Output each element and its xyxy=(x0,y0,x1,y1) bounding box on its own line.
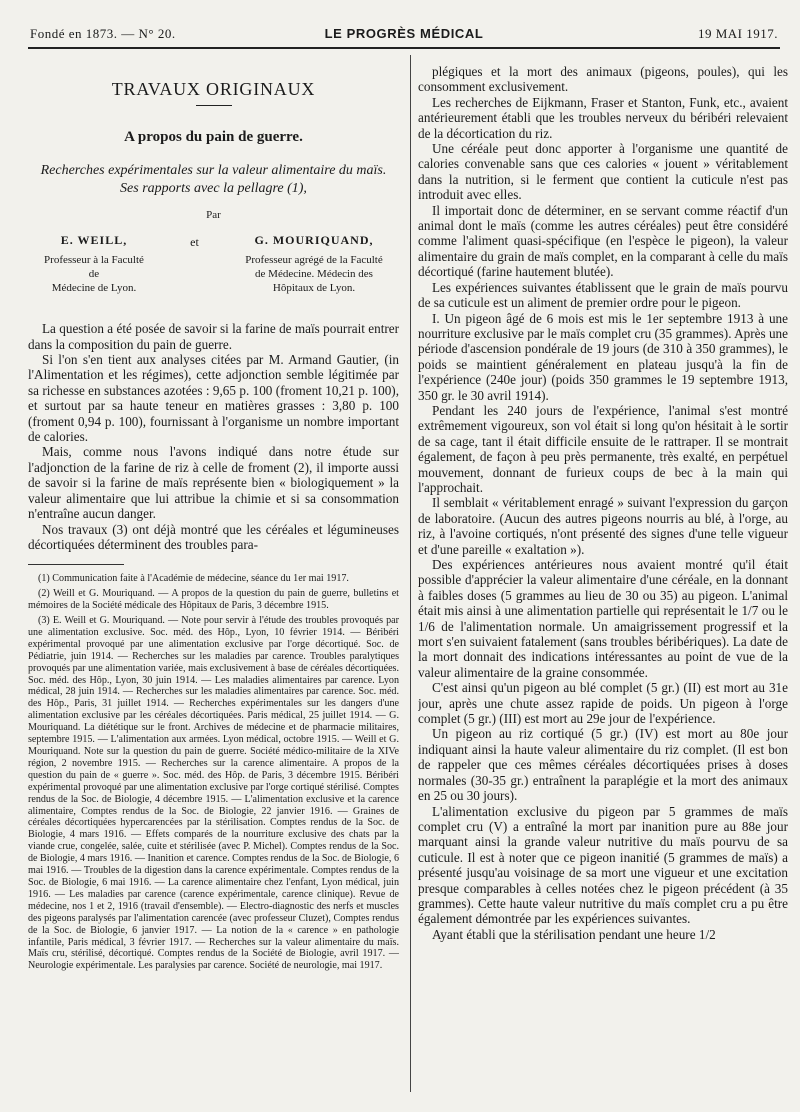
header-rule xyxy=(28,47,780,49)
author-mouriquand xyxy=(229,233,399,295)
paragraph: Ayant établi que la stérilisation pendant une heure 1/2 xyxy=(432,926,716,942)
paragraph: I. Un pigeon âgé de 6 mois est mis le 1er septembre 1913 à une nourriture exclusive par le maïs complet cru (35 grammes). Après une période d'ascension pondérale de 19 jours (de 310 à 350 grammes), le poids se maintient généralement en plateau jusqu'à la fin de l'expérience (240e jour) (poids 350 grammes le 19 septembre 1913, 350 gr. le 30 avril 1914). xyxy=(418,310,788,403)
article-subtitle-line-2: Ses rapports avec la pellagre (1), xyxy=(120,180,307,196)
paragraph: Il semblait « véritablement enragé » suivant l'expression du garçon de laboratoire. (Aucun des autres pigeons nourris au blé, à l'orge, au riz, à l'avoine cortiqués, n'ont présenté des signes d'une telle vigueur et d'une pareille « exaltation »). xyxy=(418,495,788,557)
paragraph: plégiques et la mort des animaux (pigeons, poules), qui les consomment exclusivement. xyxy=(418,64,788,95)
byline-par: Par xyxy=(206,208,221,221)
author-weill xyxy=(28,233,160,295)
paragraph: L'alimentation exclusive du pigeon par 5 grammes de maïs complet cru (V) a entraîné la mort par inanition pure au 88e jour marquant ainsi la grande valeur nutritive du maïs pourvu de sa cuticule. Il est à noter que ce pigeon inanitié (5 grammes de maïs) a présenté jusqu'au voisinage de sa mort une vigueur et une excitation presque comparables à celles notées chez le pigeon précédent (à 35 grammes). Cette haute valeur nutritive du maïs complet cru a pu être également démontrée par les expériences suivantes. xyxy=(418,803,788,927)
paragraph: Si l'on s'en tient aux analyses citées par M. Armand Gautier, (in l'Alimentation et les régimes), cette adjonction semble légitimée par sa richesse en substances azotées : 9,65 p. 100 (froment 10,21 p. 100), et surtout par sa haute teneur en matières grasses : 3,80 p. 100 (froment 0,94 p. 100), fournissant à l'organisme un nombre important de calories. xyxy=(28,352,399,445)
header-founded-issue: Fondé en 1873. — N° 20. xyxy=(30,26,176,41)
footnote: (3) E. Weill et G. Mouriquand. — Note pour servir à l'étude des troubles provoqués par une alimentation exclusive. Soc. méd. des Hôp., Lyon, 10 février 1914. — Béribéri expérimental provoqué par une alimentation exclusive par l'orge décortiqué. Soc. de Pédiatrie, juin 1914. — Recherches sur les maladies par carence. Troubles paralytiques provoqués par une alimentation variée, mais exclusivement à base de céréales décortiquées. Soc. méd. des Hôp., Lyon, 30 juin 1914. — Les maladies alimentaires par carence. Lyon médical, 28 juin 1914. — Recherches sur les maladies alimentaires par carence. Soc. méd. des Hôp., Paris, 31 juillet 1914. — Recherches expérimentales sur les dangers d'une alimentation exclusive par les céréales décortiquées. Paris médical, 25 juillet 1914. — G. Mouriquand. La diététique sur le front. Archives de médecine et de pharmacie militaires, septembre 1915. — L'alimentation aux armées. Lyon médical, octobre 1915. — Weill et G. Mouriquand. Note sur la question du pain de guerre. Société médico-militaire de la XIVe région, 2 novembre 1915. — Recherches sur la carence alimentaire. A propos de la question du pain de « guerre ». Soc. méd. des Hôp. de Paris, 3 décembre 1915. Béribéri expérimental provoqué par une alimentation exclusive par l'orge cortiqué stérilisé. Comptes rendus de la Soc. de Biologie, 4 décembre 1915. — L'alimentation exclusive et la carence alimentaire, Comptes rendus de la Soc. de Biologie, 22 janvier 1916. — Graines de céréales décortiquées hypercarencées par la stérilisation. Comptes rendus de la Soc. de Biologie, 4 mars 1916. — Effets comparés de la nourriture exclusive des chats par la viande crue, congelée, salée, cuite et stérilisée (avec P. Michel). Comptes rendus de la Soc. de Biologie, 4 mars 1916. — Inanition et carence. Comptes rendus de la Soc. de Biologie, 6 mai 1916. — Troubles de la digestion dans la carence expérimentale. Comptes rendus de la Soc. de Biologie, 6 mai 1916. — La carence alimentaire chez l'enfant, Lyon médical, juin 1916. — Les maladies par carence (carence expérimentale, carence clinique). Revue de médecine, nos 1 et 2, 1916 (travail d'ensemble). — Electro-diagnostic des nerfs et muscles des pigeons paralysés par l'alimentation carencée (avec professeur Cluzet), Comptes rendus de la Soc. de Biologie, 6 janvier 1917. — La notion de la « carence » en pathologie infantile, Paris médical, 3 février 1917. — Recherches sur la valeur alimentaire du maïs. Maïs cru, stérilisé, décortiqué. Comptes rendus de la Société de Biologie, avril 1917. — Neurologie expérimentale. Les paralysies par carence. Société de neurologie, mai 1917. xyxy=(28,615,399,972)
author-affiliation-line: de Médecine. Médecin des xyxy=(255,268,373,281)
section-title: TRAVAUX ORIGINAUX xyxy=(111,82,316,99)
author-affiliation-line: Hôpitaux de Lyon. xyxy=(272,282,356,295)
footnote: (2) Weill et G. Mouriquand. — A propos de la question du pain de guerre, bulletins et mémoires de la Société médicale des Hôpitaux de Paris, 3 décembre 1915. xyxy=(28,588,399,612)
article-title: A propos du pain de guerre. xyxy=(124,129,303,146)
author-affiliation-line: Médecine de Lyon. xyxy=(51,282,137,295)
footnotes xyxy=(28,573,399,972)
right-column xyxy=(418,64,788,1092)
paragraph: C'est ainsi qu'un pigeon au blé complet (5 gr.) (II) est mort au 31e jour, après une chute assez rapide de poids. Un pigeon à l'orge complet (5 gr.) (III) est mort au 29e jour de l'expérience. xyxy=(418,680,788,727)
paragraph: Mais, comme nous l'avons indiqué dans notre étude sur l'adjonction de la farine de riz à celle de froment (2), il importe aussi de savoir si la farine de maïs représente bien « biologiquement » la valeur alimentaire que lui attribue la chimie et si sa consommation n'entraîne aucun danger. xyxy=(28,444,399,522)
running-header xyxy=(30,26,778,46)
left-column xyxy=(28,82,399,1092)
paragraph: Les recherches de Eijkmann, Fraser et Stanton, Funk, etc., avaient antérieurement établi que les troubles nerveux du béribéri relevaient de la décortication du riz. xyxy=(418,94,788,141)
authors xyxy=(28,233,399,295)
author-affiliation-line: de xyxy=(88,268,100,281)
paragraph: Des expériences antérieures nous avaient montré qu'il était possible d'apprécier la valeur alimentaire d'une céréale, en la donnant à faibles doses (5 grammes au lieu de 30 ou 35) au pigeon. L'animal était mis ainsi à une alimentation partielle qui représentait le 1/7 ou le 1/6 de l'alimentation normale. Un amaigrissement progressif et la mort s'en suivaient fatalement (sans troubles béribériques). La date de la mort donnait des indications intéressantes au point de vue de la valeur alimentaire de la graine consommée. xyxy=(418,557,788,680)
author-affiliation-line: Professeur à la Faculté xyxy=(44,254,144,267)
paragraph: Un pigeon au riz cortiqué (5 gr.) (IV) est mort au 80e jour indiquant ainsi la haute valeur alimentaire du riz complet. (Il est bon de rappeler que ces mêmes céréales décortiquées prises à doses normales (30-35 gr.) entraînent la paraplégie et la mort des animaux en 25 ou 30 jours). xyxy=(418,726,788,804)
paragraph: Nos travaux (3) ont déjà montré que les céréales et légumineuses décortiquées déterminent des troubles para- xyxy=(28,521,399,552)
column-divider xyxy=(410,55,411,1092)
footnotes-rule xyxy=(28,564,124,565)
author-name: G. MOURIQUAND, xyxy=(254,233,374,248)
author-affiliation-line: Professeur agrégé de la Faculté xyxy=(245,254,383,267)
footnote: (1) Communication faite à l'Académie de médecine, séance du 1er mai 1917. xyxy=(38,573,349,585)
section-rule xyxy=(196,105,232,106)
article-subtitle-line-1: Recherches expérimentales sur la valeur alimentaire du maïs. xyxy=(40,162,387,178)
article-subtitle xyxy=(28,162,399,198)
author-name: E. WEILL, xyxy=(60,233,128,248)
paragraph: Pendant les 240 jours de l'expérience, l'animal s'est montré extrêmement vigoureux, son vol était si long qu'on hésitait à le sortir de sa cage, tant il était difficile ensuite de le rattraper. Il se montrait également, de façon à peu près permanente, très exalté, en perpétuel mouvement, donnant de furieux coups de bec à la main qui l'approchait. xyxy=(418,402,788,495)
left-body xyxy=(28,321,399,552)
paragraph: Il importait donc de déterminer, en se servant comme réactif d'un animal dont le maïs (comme les autres céréales) peut être considéré comme l'aliment quasi-spécifique (en l'espèce le pigeon), la valeur alimentaire du grain de maïs complet, en la comparant à celle du maïs décortiqué (farine hautement blutée). xyxy=(418,202,788,280)
header-date: 19 MAI 1917. xyxy=(697,26,778,41)
journal-title: LE PROGRÈS MÉDICAL xyxy=(324,26,484,41)
paragraph: Les expériences suivantes établissent que le grain de maïs pourvu de sa cuticule est un aliment de premier ordre pour le pigeon. xyxy=(418,279,788,311)
paragraph: La question a été posée de savoir si la farine de maïs pourrait entrer dans la composition du pain de guerre. xyxy=(28,321,399,352)
paragraph: Une céréale peut donc apporter à l'organisme une quantité de calories convenable sans que ces calories « jouent » véritablement dans la nutrition, si le ferment que contient la cuticule n'est pas introduit avec elles. xyxy=(418,141,788,203)
author-separator: et xyxy=(190,235,199,250)
